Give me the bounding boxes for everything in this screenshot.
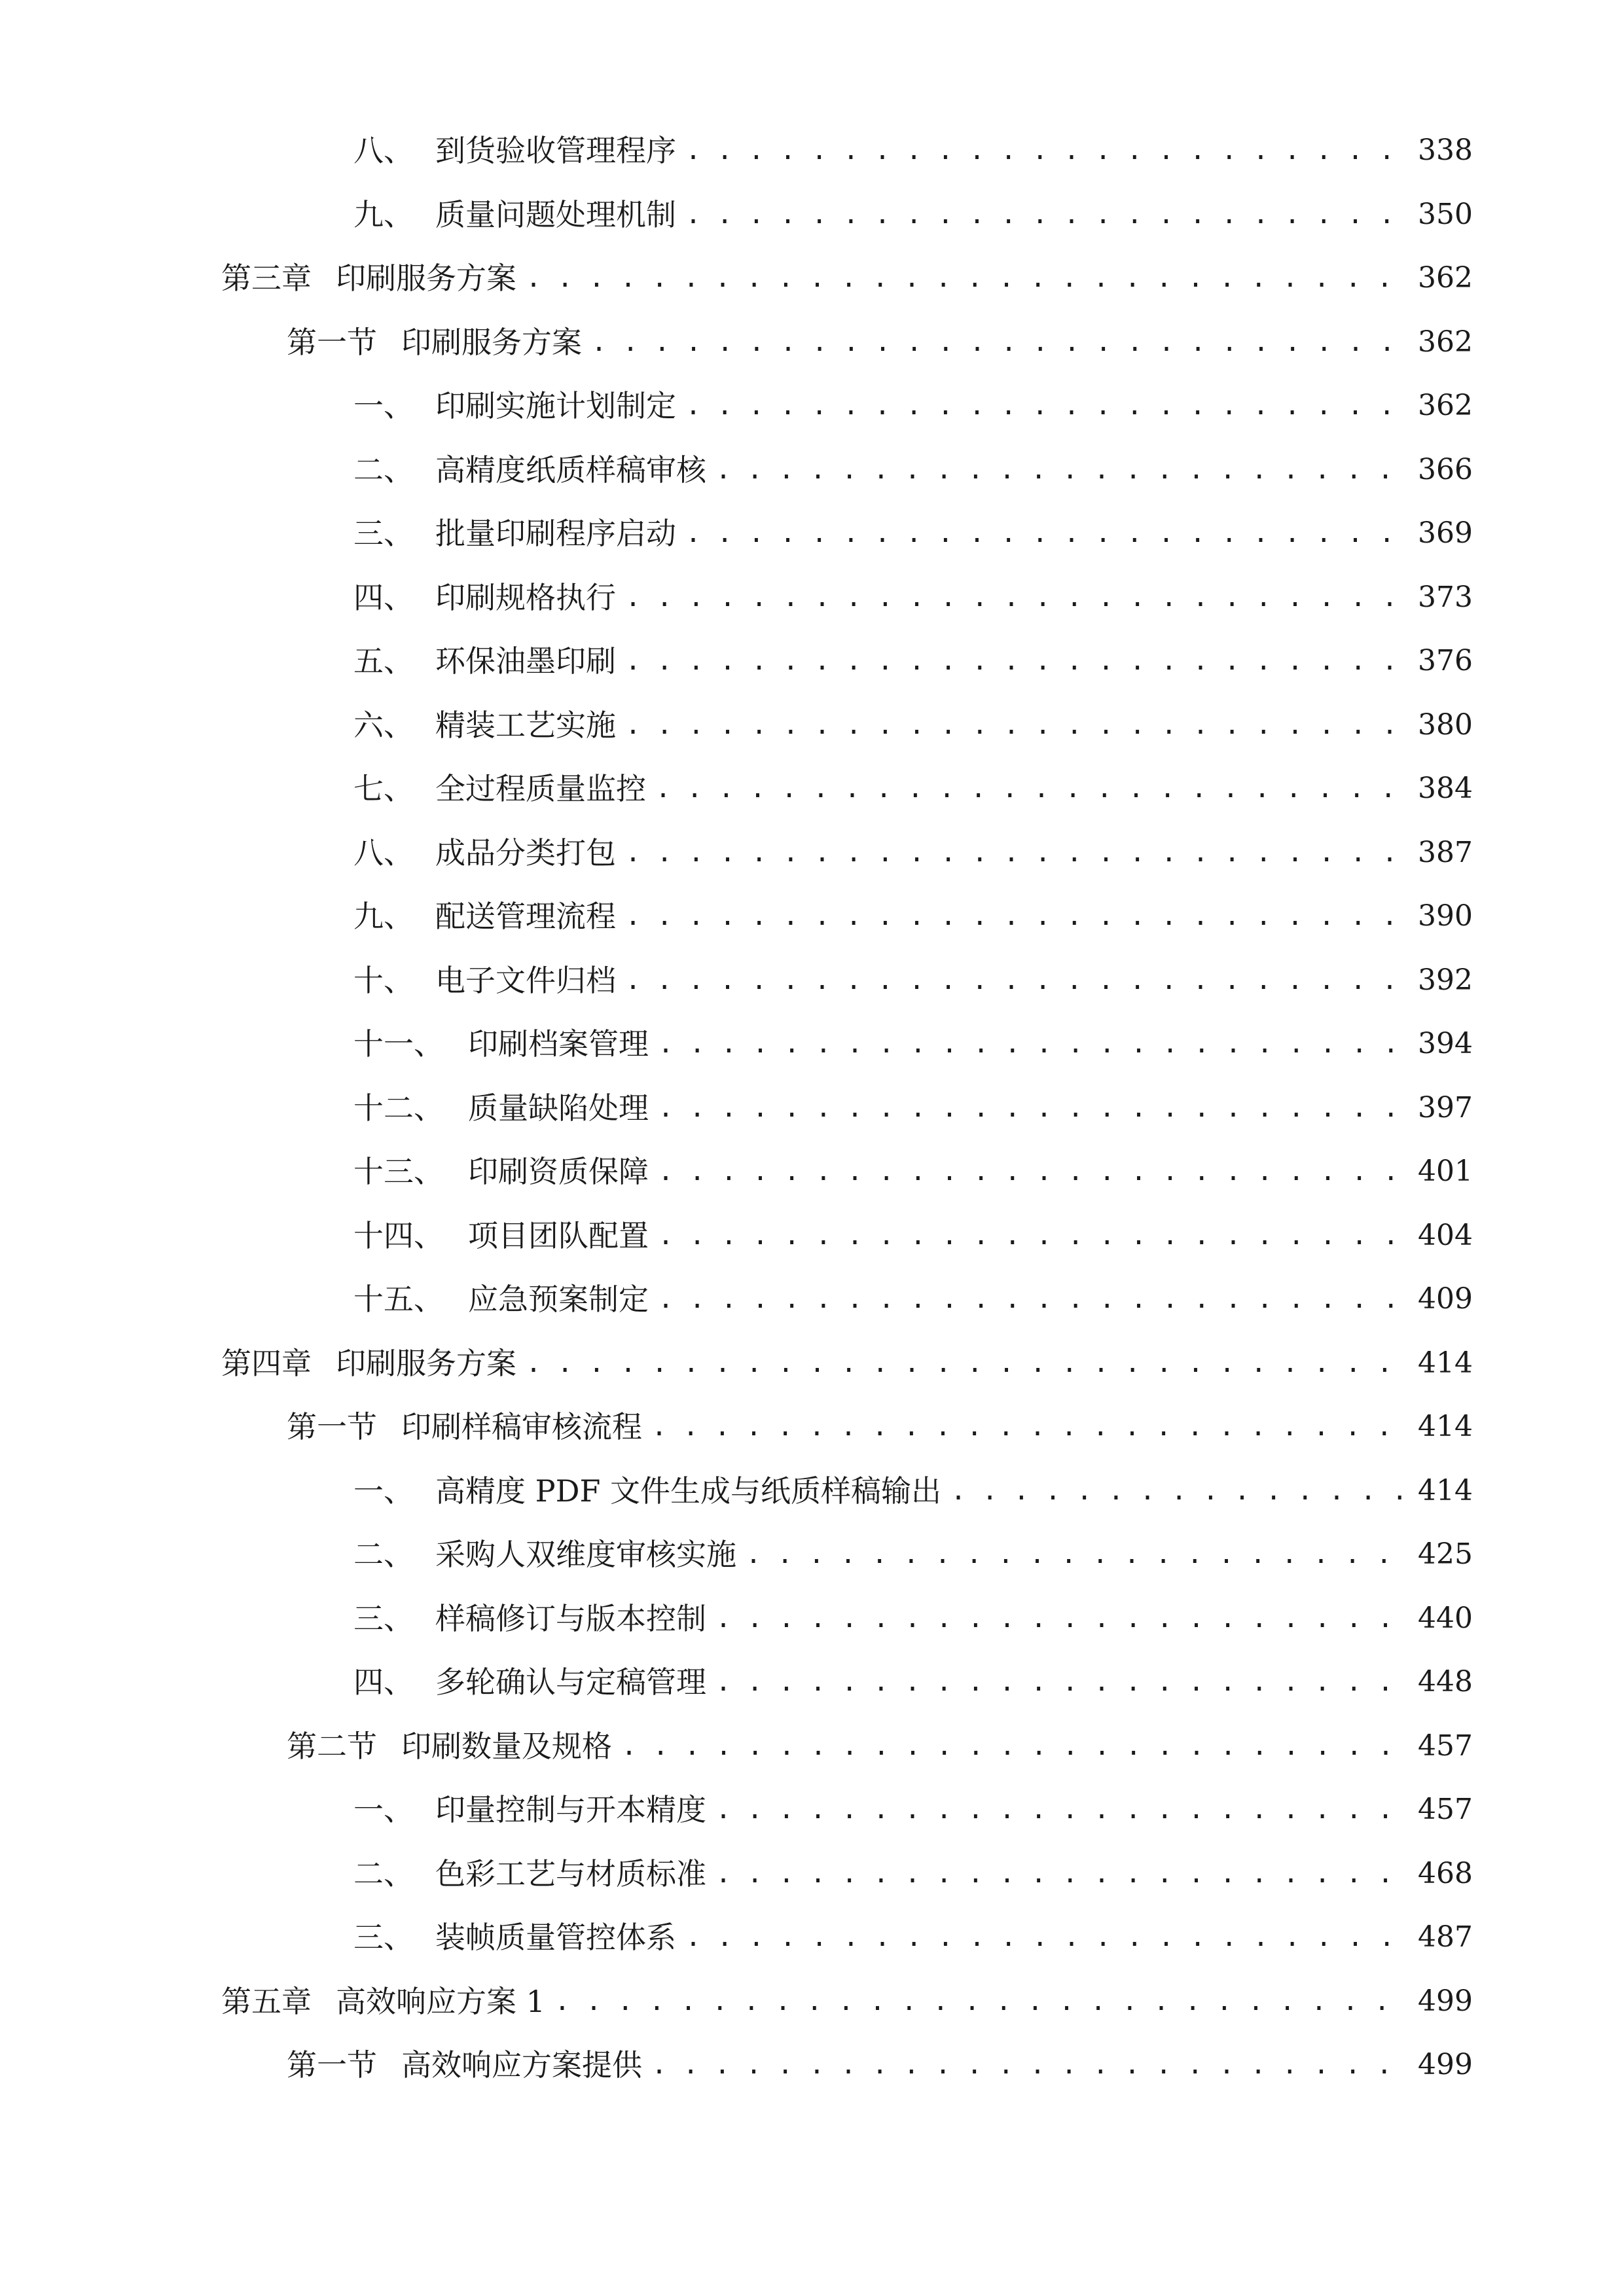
toc-entry-page-number: 369	[1418, 516, 1473, 550]
toc-entry-title: 采购人双维度审核实施	[435, 1537, 736, 1572]
toc-entry[interactable]	[287, 316, 1473, 368]
toc-entry-number: 八、	[353, 834, 414, 870]
toc-entry-number: 第五章	[221, 1983, 312, 2019]
toc-entry-page-number: 457	[1418, 1793, 1473, 1826]
toc-entry-number: 一、	[353, 388, 414, 423]
toc-entry[interactable]	[353, 1210, 1473, 1262]
toc-entry-page-number: 380	[1418, 708, 1473, 742]
toc-entry-number: 十一、	[353, 1026, 444, 1062]
toc-entry-page-number: 440	[1418, 1601, 1473, 1635]
dot-leader	[651, 2039, 1406, 2091]
toc-entry-number: 八、	[353, 133, 414, 168]
toc-entry[interactable]	[353, 1784, 1473, 1836]
toc-entry-number: 十五、	[353, 1282, 444, 1317]
toc-entry-page-number: 362	[1418, 325, 1473, 359]
toc-entry-number: 五、	[353, 643, 414, 679]
toc-entry-title: 高精度 PDF 文件生成与纸质样稿输出	[435, 1473, 941, 1509]
dot-leader	[715, 1784, 1406, 1836]
toc-entry-number: 四、	[353, 1664, 414, 1700]
toc-entry[interactable]	[353, 124, 1473, 177]
dot-leader	[658, 1273, 1406, 1325]
toc-entry-title: 印刷档案管理	[468, 1026, 649, 1062]
toc-entry-title: 电子文件归档	[435, 962, 616, 998]
toc-entry-page-number: 387	[1418, 835, 1473, 869]
toc-entry-page-number: 468	[1418, 1856, 1473, 1890]
toc-entry-number: 三、	[353, 516, 414, 551]
toc-entry-title: 到货验收管理程序	[435, 133, 676, 168]
toc-entry-number: 第一节	[287, 1409, 377, 1444]
toc-entry-title: 印刷规格执行	[435, 579, 616, 615]
toc-entry[interactable]	[353, 827, 1473, 879]
toc-entry-page-number: 414	[1418, 1473, 1473, 1507]
toc-entry-page-number: 394	[1418, 1027, 1473, 1060]
toc-entry-title: 印刷服务方案	[401, 324, 582, 360]
toc-entry-title: 样稿修订与版本控制	[435, 1600, 706, 1636]
dot-leader	[651, 1401, 1406, 1453]
toc-entry[interactable]	[353, 954, 1473, 1007]
toc-entry[interactable]	[353, 1911, 1473, 1964]
toc-entry-title: 印刷服务方案	[336, 260, 516, 296]
toc-entry[interactable]	[353, 1592, 1473, 1645]
toc-entry[interactable]	[221, 252, 1473, 304]
dot-leader	[625, 635, 1406, 687]
toc-entry-page-number: 390	[1418, 899, 1473, 933]
toc-entry-title: 精装工艺实施	[435, 707, 616, 743]
toc-entry-title: 高效响应方案 1	[336, 1983, 545, 2019]
toc-entry-number: 十四、	[353, 1217, 444, 1253]
toc-entry-page-number: 362	[1418, 389, 1473, 422]
toc-entry-title: 应急预案制定	[468, 1282, 649, 1317]
toc-entry-title: 项目团队配置	[468, 1217, 649, 1253]
toc-entry-title: 全过程质量监控	[435, 771, 646, 806]
toc-entry-title: 印刷样稿审核流程	[401, 1409, 642, 1444]
toc-entry-number: 一、	[353, 1792, 414, 1827]
toc-entry-title: 配送管理流程	[435, 899, 616, 934]
dot-leader	[685, 124, 1406, 177]
toc-entry-number: 四、	[353, 579, 414, 615]
toc-entry-number: 十三、	[353, 1154, 444, 1189]
toc-entry[interactable]	[353, 762, 1473, 815]
toc-entry-number: 第一节	[287, 324, 377, 360]
toc-entry-title: 印刷数量及规格	[401, 1728, 612, 1764]
toc-entry[interactable]	[353, 635, 1473, 687]
dot-leader	[625, 954, 1406, 1007]
dot-leader	[685, 380, 1406, 432]
toc-entry-page-number: 376	[1418, 644, 1473, 677]
toc-entry-page-number: 384	[1418, 772, 1473, 805]
toc-entry[interactable]	[221, 1337, 1473, 1390]
toc-entry[interactable]	[221, 1975, 1473, 2028]
dot-leader	[625, 827, 1406, 879]
toc-entry-title: 装帧质量管控体系	[435, 1920, 676, 1955]
toc-entry-number: 三、	[353, 1600, 414, 1636]
toc-entry-number: 六、	[353, 707, 414, 743]
toc-entry-title: 印量控制与开本精度	[435, 1792, 706, 1827]
dot-leader	[685, 188, 1406, 241]
dot-leader	[625, 890, 1406, 942]
toc-entry-number: 十二、	[353, 1090, 444, 1126]
toc-entry[interactable]	[353, 1273, 1473, 1325]
toc-entry-page-number: 487	[1418, 1920, 1473, 1954]
dot-leader	[658, 1018, 1406, 1070]
toc-entry[interactable]	[353, 1082, 1473, 1134]
toc-entry-page-number: 448	[1418, 1665, 1473, 1698]
toc-entry-number: 二、	[353, 1537, 414, 1572]
toc-entry-page-number: 414	[1418, 1346, 1473, 1380]
toc-entry[interactable]	[353, 1465, 1473, 1517]
dot-leader	[526, 252, 1406, 304]
toc-entry-number: 三、	[353, 1920, 414, 1955]
toc-entry-number: 七、	[353, 771, 414, 806]
toc-entry-title: 成品分类打包	[435, 834, 616, 870]
toc-entry-title: 批量印刷程序启动	[435, 516, 676, 551]
dot-leader	[554, 1975, 1406, 2028]
dot-leader	[526, 1337, 1406, 1390]
toc-entry[interactable]	[353, 1848, 1473, 1900]
toc-entry-page-number: 397	[1418, 1090, 1473, 1124]
toc-entry[interactable]	[287, 2039, 1473, 2091]
toc-entry-number: 二、	[353, 1856, 414, 1892]
toc-entry-number: 九、	[353, 196, 414, 232]
toc-entry-page-number: 401	[1418, 1155, 1473, 1188]
toc-entry[interactable]	[353, 188, 1473, 241]
toc-entry[interactable]	[353, 507, 1473, 560]
dot-leader	[715, 1592, 1406, 1645]
toc-entry-page-number: 499	[1418, 1984, 1473, 2018]
toc-entry-number: 第一节	[287, 2047, 377, 2083]
toc-entry-title: 色彩工艺与材质标准	[435, 1856, 706, 1892]
dot-leader	[655, 762, 1406, 815]
dot-leader	[715, 1656, 1406, 1708]
toc-entry-number: 第二节	[287, 1728, 377, 1764]
toc-entry[interactable]	[353, 571, 1473, 624]
dot-leader	[658, 1210, 1406, 1262]
toc-entry-title: 高精度纸质样稿审核	[435, 452, 706, 488]
toc-entry[interactable]	[353, 1018, 1473, 1070]
toc-entry-page-number: 373	[1418, 580, 1473, 614]
toc-entry[interactable]	[353, 380, 1473, 432]
dot-leader	[658, 1145, 1406, 1198]
toc-entry[interactable]	[353, 699, 1473, 751]
toc-entry-page-number: 425	[1418, 1537, 1473, 1571]
toc-entry-number: 第三章	[221, 260, 312, 296]
toc-entry-page-number: 404	[1418, 1218, 1473, 1252]
dot-leader	[591, 316, 1406, 368]
toc-entry-title: 质量缺陷处理	[468, 1090, 649, 1126]
toc-entry-number: 九、	[353, 899, 414, 934]
toc-entry-number: 第四章	[221, 1345, 312, 1381]
toc-entry[interactable]	[353, 890, 1473, 942]
dot-leader	[950, 1465, 1406, 1517]
toc-entry-number: 十、	[353, 962, 414, 998]
dot-leader	[625, 571, 1406, 624]
toc-entry-title: 印刷服务方案	[336, 1345, 516, 1381]
toc-entry-number: 二、	[353, 452, 414, 488]
toc-entry[interactable]	[353, 444, 1473, 496]
toc-entry-page-number: 362	[1418, 261, 1473, 295]
toc-entry-title: 印刷实施计划制定	[435, 388, 676, 423]
toc-entry[interactable]	[353, 1656, 1473, 1708]
toc-entry-page-number: 338	[1418, 134, 1473, 167]
dot-leader	[715, 1848, 1406, 1900]
toc-entry-page-number: 409	[1418, 1282, 1473, 1316]
toc-entry-page-number: 350	[1418, 197, 1473, 231]
dot-leader	[658, 1082, 1406, 1134]
toc-entry-page-number: 414	[1418, 1410, 1473, 1443]
toc-entry[interactable]	[353, 1145, 1473, 1198]
toc-entry-title: 多轮确认与定稿管理	[435, 1664, 706, 1700]
toc-entry-page-number: 392	[1418, 963, 1473, 997]
toc-entry-title: 高效响应方案提供	[401, 2047, 642, 2083]
toc-entry-title: 质量问题处理机制	[435, 196, 676, 232]
toc-entry[interactable]	[287, 1720, 1473, 1772]
dot-leader	[746, 1528, 1406, 1581]
dot-leader	[625, 699, 1406, 751]
toc-entry-title: 环保油墨印刷	[435, 643, 616, 679]
toc-entry-page-number: 457	[1418, 1729, 1473, 1763]
toc-entry-title: 印刷资质保障	[468, 1154, 649, 1189]
toc-entry-page-number: 499	[1418, 2048, 1473, 2081]
toc-entry[interactable]	[287, 1401, 1473, 1453]
toc-entry[interactable]	[353, 1528, 1473, 1581]
toc-entry-number: 一、	[353, 1473, 414, 1509]
dot-leader	[685, 507, 1406, 560]
dot-leader	[715, 444, 1406, 496]
toc-entry-page-number: 366	[1418, 452, 1473, 486]
dot-leader	[685, 1911, 1406, 1964]
dot-leader	[621, 1720, 1406, 1772]
